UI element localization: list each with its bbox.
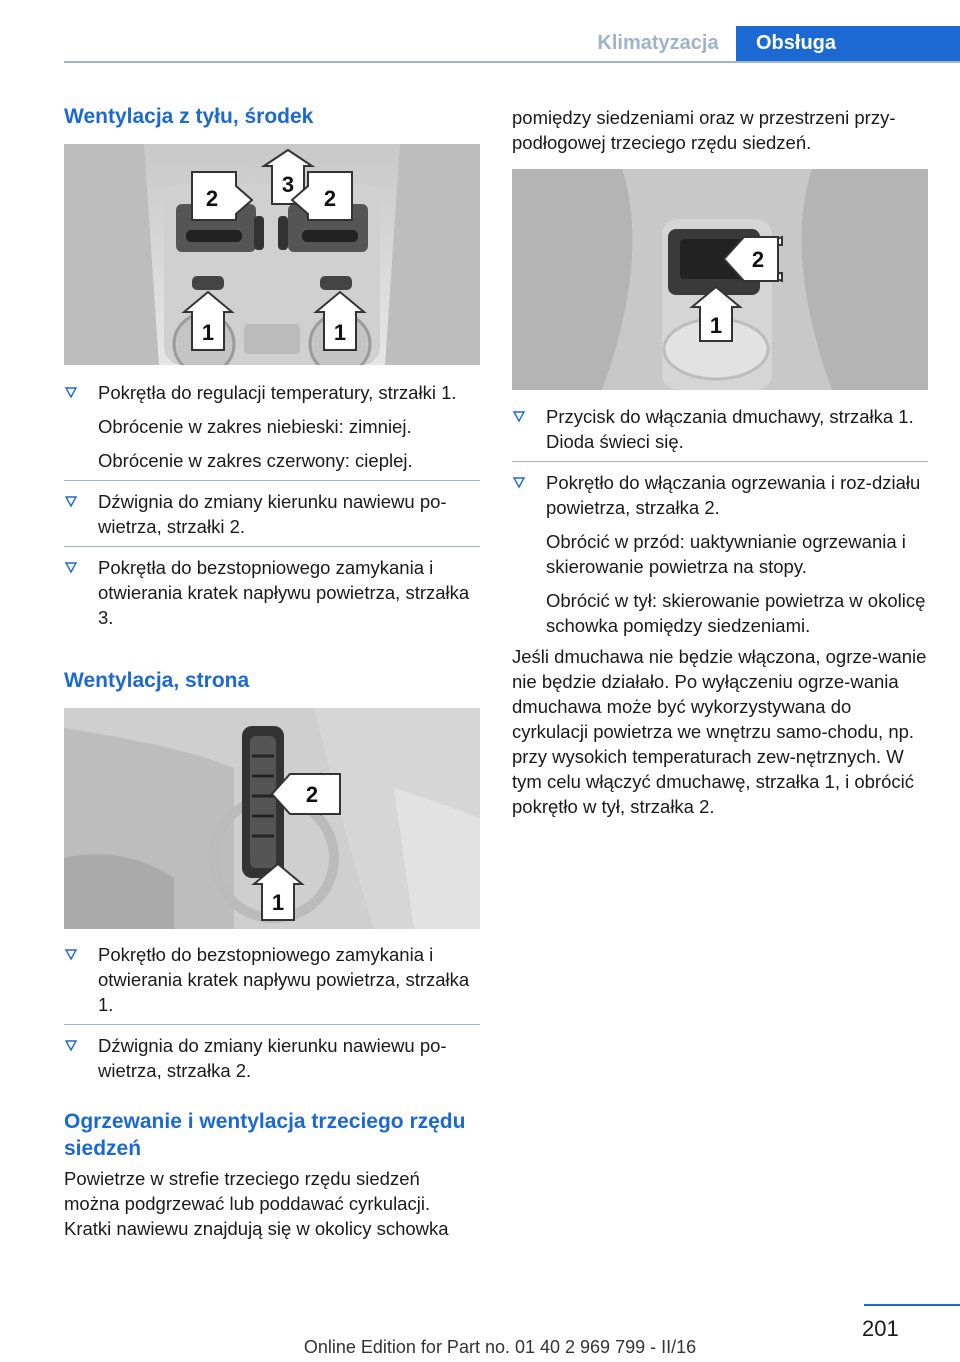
section-title-third-row: Ogrzewanie i wentylacja trzeciego rzędu siedzeń <box>64 1110 466 1160</box>
section-title-side: Wentylacja, strona <box>64 669 250 692</box>
image-label: 2 <box>305 782 319 807</box>
image-label: 2 <box>323 186 337 211</box>
list-item-text: Pokrętła do regulacji temperatury, strzałki 1. <box>98 382 457 403</box>
list-separator <box>64 1024 480 1025</box>
list-item-text: Dźwignia do zmiany kierunku nawiewu po‐wietrza, strzałki 2. <box>98 491 447 537</box>
list-third-row <box>512 404 928 638</box>
list-item <box>64 1033 480 1083</box>
list-item-text: Pokrętło do włączania ogrzewania i roz‐działu powietrza, strzałka 2. <box>546 472 921 518</box>
list-item-sub: Obrócić w przód: uaktywnianie ogrzewania i skierowanie powietrza na stopy. <box>546 531 906 577</box>
photo-side-vent <box>64 708 480 929</box>
list-item <box>64 555 480 630</box>
list-item-text: Pokrętła do bezstopniowego zamykania i otwierania kratek napływu powietrza, strzałka 3. <box>98 557 470 628</box>
header-section-tab: Klimatyzacja <box>597 32 719 54</box>
list-item <box>64 380 480 481</box>
paragraph-third-row: Powietrze w strefie trzeciego rzędu siedzeń można podgrzewać lub poddawać cyrkulacji. Kratki nawiewu znajdują się w okolicy schowka <box>64 1168 449 1239</box>
image-label: 1 <box>201 320 215 345</box>
list-separator <box>512 461 928 462</box>
section-title-rear-center: Wentylacja z tyłu, środek <box>64 105 314 128</box>
image-label: 1 <box>709 313 723 338</box>
list-item <box>64 489 480 547</box>
page-number: 201 <box>862 1316 899 1341</box>
image-label: 2 <box>751 247 765 272</box>
image-label: 1 <box>271 890 285 915</box>
list-separator <box>64 546 480 547</box>
list-rear-center <box>64 380 480 630</box>
paragraph-blower-note: Jeśli dmuchawa nie będzie włączona, ogrze‐wanie nie będzie działało. Po wyłączeniu ogrze‐wania dmuchawa może być wykorzystywana do cyrkulacji powietrza we wnętrzu samo‐chodu, np. przy wysokich temperaturach zew‐nętrznych. W tym celu włączyć dmuchawę, strzałka 1, i obrócić pokrętło w tył, strzałka 2. <box>512 646 927 817</box>
image-label: 2 <box>205 186 219 211</box>
list-side <box>64 942 480 1083</box>
photo-third-row-controls <box>512 169 928 390</box>
list-item-sub: Obrócić w tył: skierowanie powietrza w okolicę schowka pomiędzy siedzeniami. <box>546 590 926 636</box>
header-rule <box>64 61 960 63</box>
footer-edition: Online Edition for Part no. 01 40 2 969 799 - II/16 <box>303 1337 697 1357</box>
list-item <box>64 942 480 1025</box>
list-item <box>512 470 928 638</box>
footer-rule <box>864 1304 960 1306</box>
list-item-text: Przycisk do włączania dmuchawy, strzałka 1. Dioda świeci się. <box>546 406 914 452</box>
paragraph-continuation: pomiędzy siedzeniami oraz w przestrzeni przy‐podłogowej trzeciego rzędu siedzeń. <box>512 107 896 153</box>
list-item <box>512 404 928 462</box>
list-item-text: Dźwignia do zmiany kierunku nawiewu po‐wietrza, strzałka 2. <box>98 1035 447 1081</box>
list-item-sub: Obrócenie w zakres niebieski: zimniej. <box>98 416 412 437</box>
header-active-tab: Obsługa <box>736 26 960 61</box>
photo-rear-center-vents <box>64 144 480 365</box>
list-separator <box>64 480 480 481</box>
image-label: 3 <box>281 172 295 197</box>
list-item-text: Pokrętło do bezstopniowego zamykania i otwierania kratek napływu powietrza, strzałka 1. <box>98 944 470 1015</box>
image-label: 1 <box>333 320 347 345</box>
list-item-sub: Obrócenie w zakres czerwony: cieplej. <box>98 450 413 471</box>
